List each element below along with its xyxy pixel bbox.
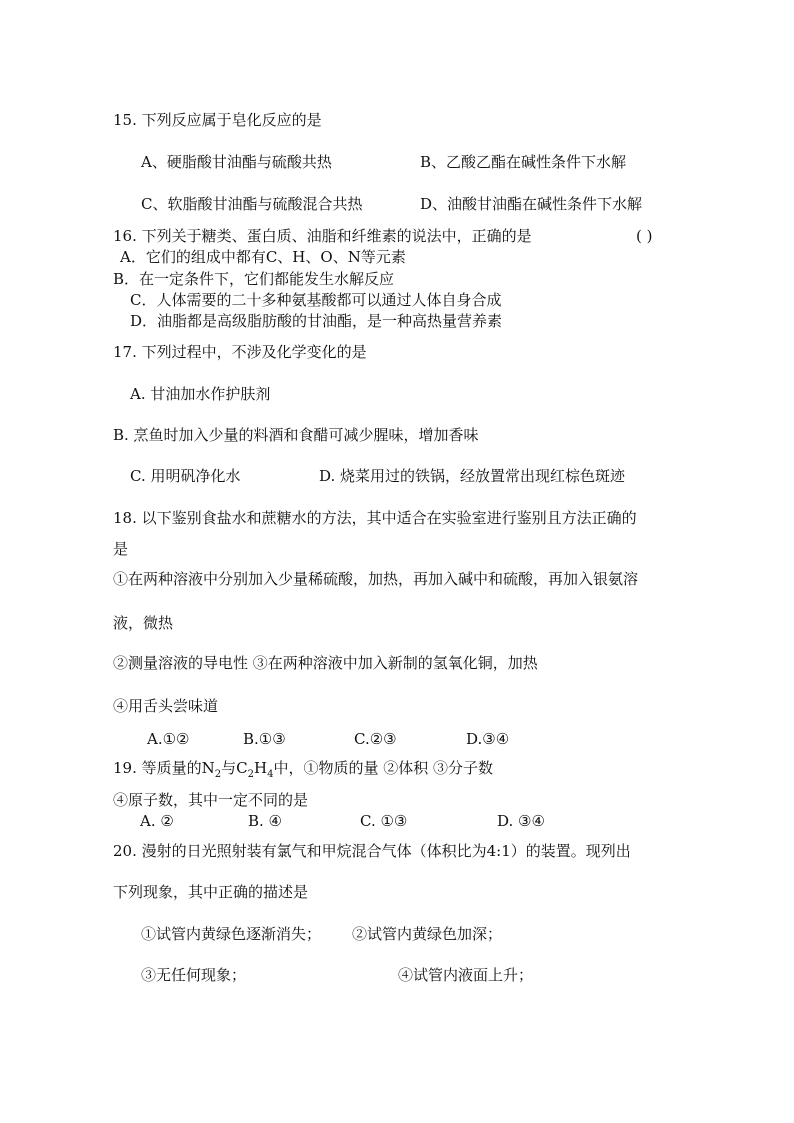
question-20-option-4: ④试管内液面上升；	[398, 966, 534, 984]
question-19-stem-post: 中，①物质的量 ②体积 ③分子数	[273, 759, 493, 777]
question-15-option-c: C、软脂酸甘油酯与硫酸混合共热	[141, 195, 363, 213]
question-18-method-1a: ①在两种溶液中分别加入少量稀硫酸，加热，再加入碱中和硫酸，再加入银氨溶	[113, 570, 639, 588]
question-18-stem-line2: 是	[113, 540, 129, 558]
question-17-stem: 17. 下列过程中，不涉及化学变化的是	[113, 343, 367, 361]
question-17-option-c: C. 用明矾净化水	[130, 467, 241, 485]
question-16-option-b: B．在一定条件下，它们都能发生水解反应	[113, 270, 395, 288]
question-18-option-d: D.③④	[466, 730, 510, 748]
question-19-option-b: B. ④	[248, 812, 283, 830]
question-18-method-2-3: ②测量溶液的导电性 ③在两种溶液中加入新制的氢氧化铜，加热	[113, 654, 538, 672]
question-15-option-b: B、乙酸乙酯在碱性条件下水解	[420, 153, 627, 171]
question-20-stem-line2: 下列现象，其中正确的描述是	[113, 883, 309, 901]
question-16-option-a: A．它们的组成中都有C、H、O、N等元素	[120, 248, 406, 266]
question-15-option-a: A、硬脂酸甘油酯与硫酸共热	[141, 153, 332, 171]
question-18-option-b: B.①③	[243, 730, 286, 748]
question-20-option-1: ①试管内黄绿色逐渐消失；	[141, 925, 322, 943]
question-19-stem-mid: 与C	[221, 759, 248, 777]
question-20-stem-line1: 20. 漫射的日光照射装有氯气和甲烷混合气体（体积比为4:1）的装置。现列出	[113, 842, 631, 860]
question-18-option-c: C.②③	[354, 730, 397, 748]
question-19-stem-pre: 19. 等质量的N	[113, 759, 215, 777]
question-19-stem-line2: ④原子数，其中一定不同的是	[113, 791, 309, 809]
question-16-stem: 16. 下列关于糖类、蛋白质、油脂和纤维素的说法中，正确的是	[113, 227, 532, 245]
question-19-option-d: D. ③④	[497, 812, 545, 830]
question-16-answer-paren: ( )	[636, 227, 653, 245]
question-16-option-c: C．人体需要的二十多种氨基酸都可以通过人体自身合成	[130, 291, 502, 309]
subscript-2b: 2	[247, 769, 254, 780]
question-18-method-1b: 液，微热	[113, 614, 174, 632]
subscript-4: 4	[267, 769, 274, 780]
question-19-stem-mid2: H	[253, 759, 268, 777]
question-19-stem-line1	[113, 758, 493, 785]
question-19-option-c: C. ①③	[360, 812, 408, 830]
question-17-option-a: A. 甘油加水作护肤剂	[130, 385, 271, 403]
question-18-option-a: A.①②	[147, 730, 190, 748]
question-17-option-b: B. 烹鱼时加入少量的料酒和食醋可减少腥味，增加香味	[113, 426, 479, 444]
question-17-option-d: D. 烧菜用过的铁锅，经放置常出现红棕色斑迹	[319, 467, 626, 485]
question-20-option-3: ③无任何现象；	[141, 966, 247, 984]
question-16-option-d: D．油脂都是高级脂肪酸的甘油酯，是一种高热量营养素	[130, 312, 503, 330]
question-20-option-2: ②试管内黄绿色加深；	[352, 925, 503, 943]
question-18-method-4: ④用舌头尝味道	[113, 697, 219, 715]
question-15-stem: 15. 下列反应属于皂化反应的是	[113, 111, 322, 129]
subscript-2: 2	[214, 769, 222, 780]
question-18-stem-line1: 18. 以下鉴别食盐水和蔗糖水的方法，其中适合在实验室进行鉴别且方法正确的	[113, 509, 637, 527]
question-15-option-d: D、油酸甘油酯在碱性条件下水解	[420, 195, 643, 213]
question-19-option-a: A. ②	[140, 812, 174, 830]
